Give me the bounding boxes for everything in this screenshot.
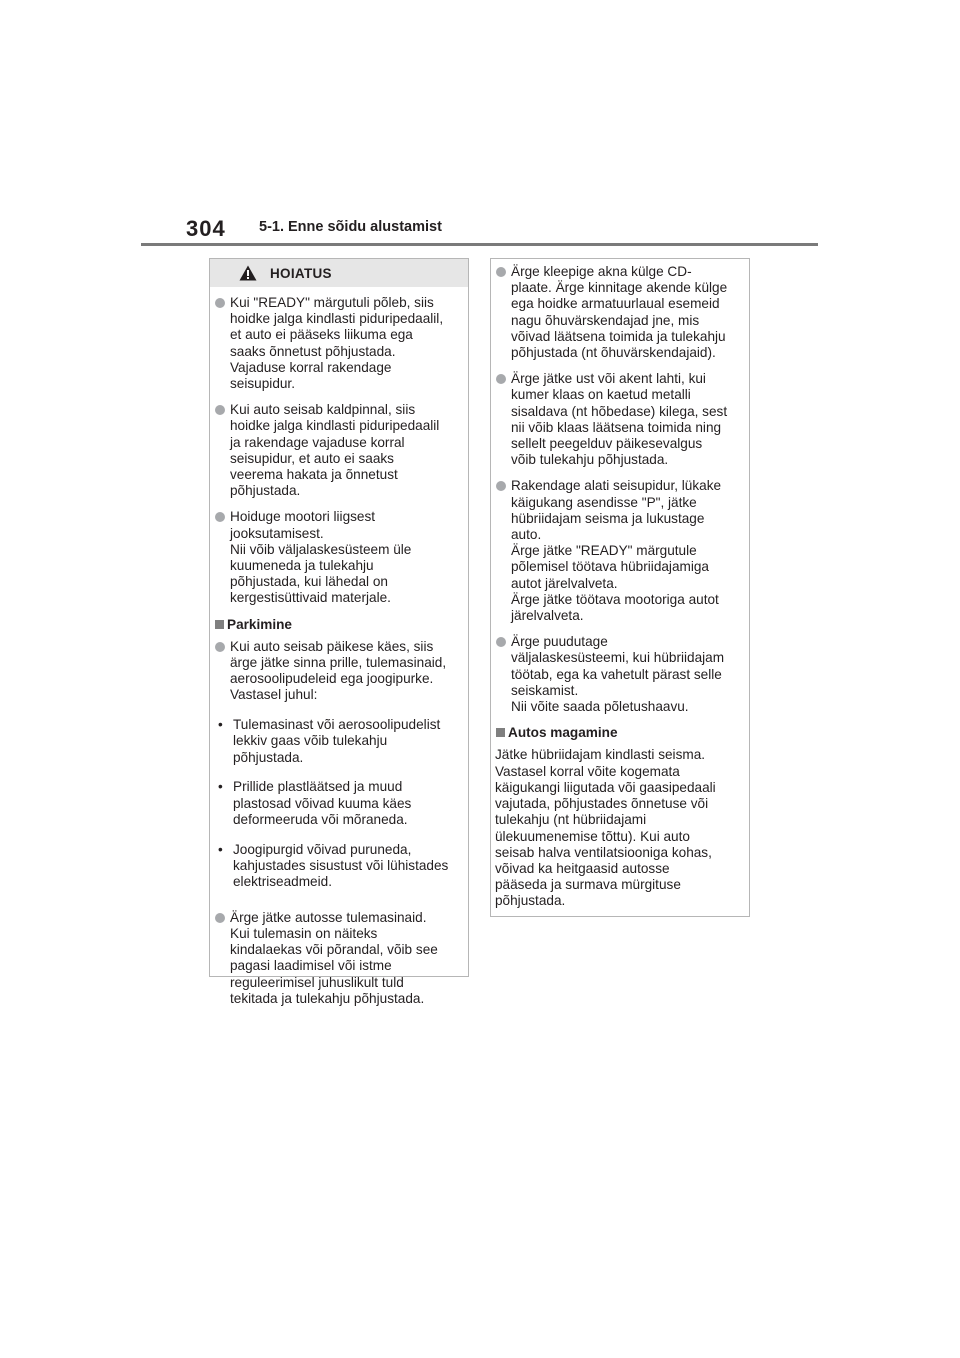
page-number: 304 (186, 216, 226, 241)
text-line: auto. (511, 527, 542, 543)
text-line: ülekuumenemise tõttu). Kui auto (495, 828, 690, 844)
text-line: põhjustada. (230, 483, 301, 499)
bullet-item (214, 402, 460, 499)
subheading-sleeping (495, 725, 741, 741)
sub-item (214, 779, 460, 828)
warning-box-continued (490, 258, 750, 917)
bullet-dot-icon (496, 637, 506, 647)
text-line: töötab, ega ka vahetult pärast selle (511, 666, 722, 682)
bullet-item (495, 264, 741, 361)
text-line: seiskamist. (511, 682, 579, 698)
text-line: reguleerimisel juhuslikult tuld (230, 974, 404, 990)
text-line: Vajaduse korral rakendage (230, 359, 392, 375)
warning-title: HOIATUS (270, 266, 332, 281)
square-bullet-icon (215, 620, 224, 629)
text-line: Ärge kleepige akna külge CD- (511, 264, 692, 279)
text-line: tekitada ja tulekahju põhjustada. (230, 990, 425, 1006)
text-line: käigukang asendisse "P", jätke (511, 494, 697, 510)
text-line: kergestisüttivaid materjale. (230, 590, 391, 606)
warning-triangle-icon (239, 265, 257, 281)
warning-header (210, 259, 468, 287)
bullet-item (214, 509, 460, 606)
text-line: plastosad võivad kuuma käes (233, 795, 412, 811)
text-line: nii võib klaas läätsena toimida ning (511, 419, 722, 435)
bullet-text (511, 478, 741, 624)
bullet-item (214, 295, 460, 392)
text-line: elektriseadmeid. (233, 874, 332, 890)
text-line: hoidke jalga kindlasti piduripedaalil (230, 418, 440, 434)
text-line: Rakendage alati seisupidur, lükake (511, 478, 722, 494)
text-line: lekkiv gaas võib tulekahju (233, 733, 388, 749)
sub-item (214, 842, 460, 891)
section-title: 5-1. Enne sõidu alustamist (259, 219, 442, 235)
text-line: Kui auto seisab kaldpinnal, siis (230, 402, 416, 418)
warning-bullets-c (214, 910, 460, 1007)
text-line: vajutada, põhjustades õnnetuse või (495, 796, 709, 812)
text-line: autot järelvalveta. (511, 575, 618, 591)
bullet-text (233, 779, 460, 828)
text-line: pagasi laadimisel või istme (230, 958, 392, 974)
text-line: väljalaskesüsteemi, kui hübriidajam (511, 650, 725, 666)
text-line: Kui auto seisab päikese käes, siis (230, 638, 434, 654)
text-line: seisupidur, et auto ei saaks (230, 450, 394, 466)
bullet-dot-icon (215, 512, 225, 522)
text-line: põlemisel töötava hübriidajamiga (511, 559, 709, 575)
text-line: Vastasel juhul: (230, 687, 318, 703)
bullet-text (511, 371, 741, 468)
bullet-dot-icon (215, 642, 225, 652)
bullet-text (511, 634, 741, 715)
text-line: tulekahju (nt hübriidajami (495, 812, 647, 828)
text-line: Joogipurgid võivad puruneda, (233, 841, 412, 857)
bullet-text (230, 910, 460, 1007)
bullet-mark-icon: • (218, 779, 223, 795)
text-line: võib tulekahju põhjustada. (511, 452, 669, 468)
warning-bullets-b (214, 639, 460, 704)
sleeping-paragraph (495, 747, 741, 909)
bullet-text (230, 639, 460, 704)
text-line: Hoiduge mootori liigsest (230, 509, 376, 525)
text-line: seisupidur. (230, 376, 295, 392)
text-line: Kui "READY" märgutuli põleb, siis (230, 295, 434, 310)
text-line: ja rakendage vajaduse korral (230, 434, 405, 450)
bullet-text (511, 264, 741, 361)
subheading-parking (214, 617, 460, 633)
text-line: saaks õnnetust põhjustada. (230, 343, 396, 359)
text-line: hoidke jalga kindlasti piduripedaalil, (230, 311, 444, 327)
warning-bullets-a (214, 295, 460, 607)
text-line: et auto ei pääseks liikuma ega (230, 327, 413, 343)
text-line: sisaldava (nt hõbedase) kilega, sest (511, 403, 728, 419)
text-line: seisab halva ventilatsiooniga kohas, (495, 844, 712, 860)
text-line: kuumeneda ja tulekahju (230, 558, 374, 574)
text-line: ega hoidke armatuurlaual esemeid (511, 296, 720, 312)
text-line: jooksutamisest. (230, 525, 324, 541)
bullet-item (214, 639, 460, 704)
text-line: Kui tulemasin on näiteks (230, 926, 378, 942)
text-line: sellelt peegelduv päikesevalgus (511, 436, 703, 452)
header-divider (141, 243, 818, 246)
text-line: Nii võib väljalaskesüsteem üle (230, 541, 412, 557)
text-line: deformeeruda või mõraneda. (233, 811, 408, 827)
warning-bullets-right (495, 264, 741, 715)
bullet-item (495, 371, 741, 468)
text-line: Jätke hübriidajam kindlasti seisma. (495, 747, 706, 763)
text-line: Vastasel korral võite kogemata (495, 763, 680, 779)
text-line: veerema hakata ja õnnetust (230, 467, 398, 483)
text-line: Ärge jätke ust või akent lahti, kui (511, 371, 706, 387)
text-line: Nii võite saada põletushaavu. (511, 699, 689, 715)
bullet-text (230, 509, 460, 606)
bullet-dot-icon (215, 405, 225, 415)
bullet-mark-icon: • (218, 841, 223, 857)
bullet-dot-icon (215, 298, 225, 308)
text-line: põhjustada. (495, 893, 566, 909)
text-line: Ärge jätke autosse tulemasinaid. (230, 909, 427, 925)
text-line: Ärge jätke "READY" märgutule (511, 543, 697, 559)
text-line: võivad läätsena toimida ja tulekahju (511, 328, 726, 344)
text-line: pääseda ja surmava mürgituse (495, 877, 681, 893)
text-line: kumer klaas on kaetud metalli (511, 387, 691, 403)
text-line: Prillide plastläätsed ja muud (233, 779, 403, 795)
bullet-mark-icon: • (218, 717, 223, 733)
text-line: plaate. Ärge kinnitage akende külge (511, 280, 728, 296)
subheading-text: Autos magamine (508, 725, 618, 741)
bullet-text (230, 295, 460, 392)
text-line: põhjustada, kui lähedal on (230, 574, 388, 590)
bullet-item (495, 478, 741, 624)
sub-item (214, 717, 460, 766)
text-line: Ärge jätke töötava mootoriga autot (511, 591, 719, 607)
warning-subitems (214, 717, 460, 890)
bullet-item (214, 910, 460, 1007)
text-line: põhjustada. (233, 749, 304, 765)
subheading-text: Parkimine (227, 616, 292, 632)
text-line: kindalaekas või põrandal, võib see (230, 942, 438, 958)
text-line: põhjustada (nt õhuvärskendajaid). (511, 345, 716, 361)
text-line: võivad ka heitgaasid autosse (495, 860, 670, 876)
bullet-dot-icon (496, 374, 506, 384)
text-line: nagu õhuvärskendajad jne, mis (511, 312, 700, 328)
bullet-text (233, 717, 460, 766)
text-line: hübriidajam seisma ja lukustage (511, 510, 705, 526)
bullet-dot-icon (496, 267, 506, 277)
text-line: ärge jätke sinna prille, tulemasinaid, (230, 655, 447, 671)
text-line: Tulemasinast või aerosoolipudelist (233, 717, 441, 733)
text-line: järelvalveta. (511, 608, 584, 624)
square-bullet-icon (496, 728, 505, 737)
text-line: Ärge puudutage (511, 634, 608, 650)
bullet-text (233, 842, 460, 891)
bullet-dot-icon (215, 913, 225, 923)
text-line: käigukangi liigutada või gaasipedaali (495, 779, 716, 795)
bullet-dot-icon (496, 481, 506, 491)
text-line: aerosoolipudeleid ega joogipurke. (230, 671, 434, 687)
warning-box (209, 258, 469, 1006)
bullet-item (495, 634, 741, 715)
bullet-text (230, 402, 460, 499)
text-line: kahjustades sisustust või lühistades (233, 857, 449, 873)
